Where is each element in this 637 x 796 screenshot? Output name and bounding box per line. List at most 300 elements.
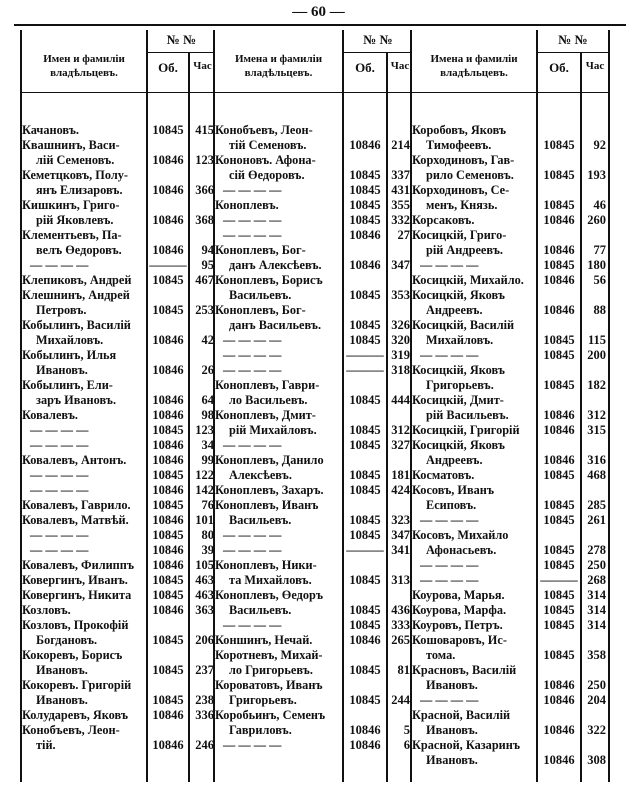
chas-number: 313: [391, 573, 410, 587]
table-row: [215, 618, 412, 633]
chas-number: 76: [201, 498, 214, 512]
chas-number: 200: [587, 348, 606, 362]
table-row: [22, 348, 215, 378]
ob-number: 10846: [152, 513, 184, 527]
table-row: [215, 153, 412, 183]
owner-name: Васильевъ.: [229, 603, 292, 617]
chas-number: 332: [391, 213, 410, 227]
ob-number: 10846: [152, 738, 184, 752]
chas-number: 94: [201, 243, 214, 257]
owner-name: Качановъ.: [22, 123, 79, 137]
ditto-mark: — — — —: [223, 528, 282, 542]
owner-name: Косицкій, Григо-: [412, 228, 507, 242]
table-row: [412, 123, 608, 153]
table-row: [412, 183, 608, 213]
header-name: [412, 30, 536, 93]
owner-name: Ковергинъ, Иванъ.: [22, 573, 128, 587]
chas-number: 261: [587, 513, 606, 527]
chas-number: 431: [391, 183, 410, 197]
table-row: [215, 273, 412, 303]
table-row: [412, 213, 608, 228]
ditto-mark: — — — —: [420, 558, 479, 572]
owner-name: Кошоваровъ, Ис-: [412, 633, 507, 647]
owner-name: Ивановъ.: [36, 363, 88, 377]
owner-name: Косицкій, Яковъ: [412, 438, 505, 452]
chas-number: 253: [195, 303, 214, 317]
ob-number: 10845: [349, 423, 381, 437]
table-row: [22, 678, 215, 708]
owner-name: Ковалевъ, Антонъ.: [22, 453, 127, 467]
owner-name: менъ, Князь.: [426, 198, 498, 212]
chas-number: 315: [587, 423, 606, 437]
table-row: [412, 363, 608, 393]
chas-number: 81: [397, 663, 410, 677]
owner-name: Косматовъ.: [412, 468, 475, 482]
chas-number: 142: [195, 483, 214, 497]
table-row: [215, 678, 412, 708]
table-row: [412, 288, 608, 318]
table-row: [215, 633, 412, 648]
chas-number: 358: [587, 648, 606, 662]
owner-name: та Михайловъ.: [229, 573, 312, 587]
chas-number: 46: [593, 198, 606, 212]
table-row: [215, 453, 412, 483]
owner-name: рій Васильевъ.: [426, 408, 509, 422]
ob-number: 10846: [349, 738, 381, 752]
ob-number: 10845: [152, 633, 184, 647]
ob-number: 10845: [349, 663, 381, 677]
chas-number: 347: [391, 258, 410, 272]
ob-number: 10845: [349, 618, 381, 632]
ditto-mark: — — — —: [223, 348, 282, 362]
owner-name: ло Васильевъ.: [229, 393, 308, 407]
ob-number: 10845: [543, 618, 575, 632]
chas-number: 336: [195, 708, 214, 722]
owner-name: Петровъ.: [36, 303, 87, 317]
ob-number: 10846: [349, 258, 381, 272]
ob-number: 10846: [543, 678, 575, 692]
chas-number: 312: [391, 423, 410, 437]
chas-number: 80: [201, 528, 214, 542]
ob-number: 10845: [349, 573, 381, 587]
ob-number: ———: [346, 543, 384, 557]
table-row: [22, 453, 215, 468]
table-row: [412, 573, 608, 588]
page-number: — 60 —: [292, 4, 345, 20]
ob-number: 10845: [349, 333, 381, 347]
table-row: [215, 348, 412, 363]
table-row: [215, 483, 412, 498]
owner-name: Козловъ.: [22, 603, 71, 617]
ditto-mark: — — — —: [30, 258, 89, 272]
ob-number: 10846: [152, 183, 184, 197]
ob-number: 10845: [349, 528, 381, 542]
ditto-mark: — — — —: [30, 543, 89, 557]
ob-number: 10846: [152, 483, 184, 497]
table-row: [22, 228, 215, 258]
ob-number: 10845: [349, 168, 381, 182]
chas-number: 6: [403, 738, 410, 752]
chas-number: 250: [587, 558, 606, 572]
owner-name: Михайловъ.: [426, 333, 494, 347]
table-row: [215, 123, 412, 153]
ob-number: 10845: [543, 198, 575, 212]
ob-number: 10846: [152, 393, 184, 407]
chas-number: 39: [201, 543, 214, 557]
header-numbers-label: № №: [148, 30, 215, 53]
ob-number: 10846: [543, 408, 575, 422]
owner-name: Коноплевъ, Захаръ.: [215, 483, 324, 497]
ob-number: 10845: [152, 693, 184, 707]
owner-name: Косицкій, Яковъ: [412, 288, 505, 302]
table-row: [215, 588, 412, 618]
owner-name: Коурова, Марья.: [412, 588, 505, 602]
owner-name: заръ Ивановъ.: [36, 393, 117, 407]
owner-name: Михайловъ.: [36, 333, 104, 347]
owner-name: тій.: [36, 738, 56, 752]
chas-number: 366: [195, 183, 214, 197]
ob-number: ———: [149, 258, 187, 272]
owner-name: данъ Васильевъ.: [229, 318, 322, 332]
chas-number: 92: [593, 138, 606, 152]
chas-number: 278: [587, 543, 606, 557]
chas-number: 26: [201, 363, 214, 377]
owner-name: Косицкій, Дмит-: [412, 393, 504, 407]
chas-number: 424: [391, 483, 410, 497]
table-row: [215, 183, 412, 198]
table-row: [22, 468, 215, 483]
owner-name: Козловъ, Прокофій: [22, 618, 129, 632]
owner-name: янъ Елизаровъ.: [36, 183, 123, 197]
header-ob: Об.: [158, 60, 178, 75]
chas-number: 341: [391, 543, 410, 557]
chas-number: 115: [587, 333, 606, 347]
table-row: [215, 333, 412, 348]
owner-name: Косовъ, Иванъ: [412, 483, 495, 497]
ob-number: 10845: [349, 183, 381, 197]
owner-name: Коробовъ, Яковъ: [412, 123, 507, 137]
chas-number: 314: [587, 618, 606, 632]
ob-number: 10846: [152, 453, 184, 467]
chas-number: 123: [195, 423, 214, 437]
ob-number: 10846: [152, 408, 184, 422]
ditto-mark: — — — —: [420, 348, 479, 362]
owner-name: Красновъ, Василій: [412, 663, 517, 677]
ob-number: 10845: [152, 573, 184, 587]
chas-number: 64: [201, 393, 214, 407]
chas-number: 320: [391, 333, 410, 347]
header-ob: Об.: [549, 60, 569, 75]
ob-number: ———: [346, 363, 384, 377]
chas-number: 268: [587, 573, 606, 587]
ob-number: 10845: [349, 288, 381, 302]
owner-name: Алексѣевъ.: [229, 468, 292, 482]
ob-number: 10845: [543, 333, 575, 347]
owner-name: Коноплевъ, Дмит-: [215, 408, 316, 422]
owner-name: Гавриловъ.: [229, 723, 292, 737]
owner-name: Ковалевъ, Филиппъ: [22, 558, 135, 572]
chas-number: 27: [397, 228, 410, 242]
table-row: [215, 708, 412, 738]
ditto-mark: — — — —: [223, 438, 282, 452]
chas-number: 181: [391, 468, 410, 482]
chas-number: 99: [201, 453, 214, 467]
ob-number: 10845: [152, 528, 184, 542]
ob-number: 10846: [349, 633, 381, 647]
table-row: [22, 378, 215, 408]
ob-number: 10845: [152, 498, 184, 512]
ob-number: ———: [346, 348, 384, 362]
owner-name: тома.: [426, 648, 456, 662]
owner-name: Ковалевъ, Гаврило.: [22, 498, 131, 512]
table-row: [412, 708, 608, 738]
table-row: [215, 363, 412, 378]
ob-number: 10845: [349, 198, 381, 212]
ob-number: 10846: [543, 693, 575, 707]
header-name-label: Имена и фамилiи владѣльцевъ.: [430, 53, 518, 79]
header-numbers: [344, 30, 412, 93]
ob-number: 10846: [152, 708, 184, 722]
ob-number: 10845: [543, 498, 575, 512]
table-row: [412, 528, 608, 558]
owner-name: Ивановъ.: [36, 693, 88, 707]
header-chas: Час: [585, 60, 605, 72]
chas-number: 237: [195, 663, 214, 677]
header-numbers-label: № №: [344, 30, 412, 53]
ob-number: 10846: [543, 423, 575, 437]
ditto-mark: — — — —: [223, 183, 282, 197]
owner-name: Ковалевъ.: [22, 408, 78, 422]
header-chas: Час: [193, 60, 212, 72]
table-row: [215, 498, 412, 528]
chas-number: 415: [195, 123, 214, 137]
table-row: [412, 618, 608, 633]
chas-number: 316: [587, 453, 606, 467]
owner-name: Кобылинъ, Ели-: [22, 378, 113, 392]
ob-number: 10846: [543, 753, 575, 767]
owner-name: Конобъевъ, Леон-: [215, 123, 313, 137]
owner-name: Коншинъ, Нечай.: [215, 633, 313, 647]
rows: [22, 123, 215, 753]
chas-number: 314: [587, 588, 606, 602]
owner-name: Колударевъ, Яковъ: [22, 708, 129, 722]
chas-number: 101: [195, 513, 214, 527]
owner-name: Коноплевъ.: [215, 198, 279, 212]
table-row: [22, 588, 215, 603]
table-row: [412, 633, 608, 663]
chas-number: 355: [391, 198, 410, 212]
ditto-mark: — — — —: [223, 228, 282, 242]
owner-name: Ковалевъ, Матвѣй.: [22, 513, 129, 527]
owner-name: Корходиновъ, Гав-: [412, 153, 515, 167]
table-row: [412, 603, 608, 618]
top-rule: [14, 24, 626, 26]
chas-number: 5: [403, 723, 410, 737]
table-row: [22, 423, 215, 438]
header-name-label: Имена и фамилiи владѣльцевъ.: [234, 53, 323, 79]
ob-number: 10845: [543, 558, 575, 572]
table-column-group-1: [20, 30, 215, 782]
ob-number: 10845: [152, 468, 184, 482]
ditto-mark: — — — —: [30, 468, 89, 482]
chas-number: 312: [587, 408, 606, 422]
owner-name: Ивановъ.: [426, 753, 478, 767]
table-row: [412, 393, 608, 423]
ob-number: 10846: [152, 558, 184, 572]
owner-name: данъ Алексѣевъ.: [229, 258, 322, 272]
ditto-mark: — — — —: [223, 363, 282, 377]
owner-name: Короватовъ, Иванъ: [215, 678, 323, 692]
ob-number: 10846: [543, 723, 575, 737]
ob-number: 10846: [543, 303, 575, 317]
ditto-mark: — — — —: [223, 213, 282, 227]
ob-number: 10845: [349, 468, 381, 482]
table-row: [215, 438, 412, 453]
owner-name: Богдановъ.: [36, 633, 98, 647]
chas-number: 42: [201, 333, 214, 347]
owner-name: Косицкій, Михайло.: [412, 273, 524, 287]
chas-number: 56: [593, 273, 606, 287]
table-row: [22, 603, 215, 618]
ob-number: 10845: [543, 468, 575, 482]
table-row: [215, 303, 412, 333]
owner-name: Кишкинъ, Григо-: [22, 198, 120, 212]
table-row: [412, 663, 608, 693]
chas-number: 327: [391, 438, 410, 452]
owner-name: Коробьинъ, Семенъ: [215, 708, 326, 722]
owner-name: Андреевъ.: [426, 303, 483, 317]
ob-number: 10845: [349, 393, 381, 407]
owner-name: Коноплевъ, Борисъ: [215, 273, 323, 287]
header-chas: Час: [390, 60, 410, 72]
owner-name: Квашнинъ, Васи-: [22, 138, 120, 152]
owner-name: Косицкій, Яковъ: [412, 363, 505, 377]
chas-number: 353: [391, 288, 410, 302]
table-row: [412, 738, 608, 768]
owner-name: Васильевъ.: [229, 513, 292, 527]
owner-name: Коноплевъ, Бог-: [215, 243, 306, 257]
chas-number: 333: [391, 618, 410, 632]
ob-number: 10845: [543, 378, 575, 392]
header-numbers: [538, 30, 608, 93]
owner-name: Кеметцковъ, Полу-: [22, 168, 128, 182]
header-name-label: Имен и фамилiи владѣльцевъ.: [43, 53, 125, 79]
ob-number: 10845: [543, 588, 575, 602]
chas-number: 444: [391, 393, 410, 407]
table-row: [412, 588, 608, 603]
table-row: [215, 543, 412, 558]
chas-number: 463: [195, 573, 214, 587]
table-row: [215, 408, 412, 438]
owner-name: Корходиновъ, Се-: [412, 183, 510, 197]
ob-number: 10845: [543, 543, 575, 557]
ob-number: 10846: [349, 228, 381, 242]
owner-name: Клешнинъ, Андрей: [22, 288, 130, 302]
ob-number: 10846: [349, 138, 381, 152]
table-row: [22, 618, 215, 648]
ob-number: 10845: [543, 648, 575, 662]
owner-name: тій Семеновъ.: [229, 138, 307, 152]
ditto-mark: — — — —: [223, 333, 282, 347]
ob-number: 10846: [543, 273, 575, 287]
owner-name: Григорьевъ.: [229, 693, 297, 707]
table-row: [22, 123, 215, 138]
table-row: [412, 513, 608, 528]
owner-name: Коноплевъ, Данило: [215, 453, 324, 467]
ditto-mark: — — — —: [30, 438, 89, 452]
table-row: [412, 273, 608, 288]
table-row: [22, 498, 215, 513]
owner-name: Ковергинъ, Никита: [22, 588, 132, 602]
owner-name: Коротневъ, Михай-: [215, 648, 323, 662]
owner-name: Коноплевъ, Бог-: [215, 303, 306, 317]
table-row: [215, 738, 412, 753]
chas-number: 265: [391, 633, 410, 647]
ob-number: 10845: [349, 603, 381, 617]
ob-number: 10846: [543, 453, 575, 467]
chas-number: 250: [587, 678, 606, 692]
table-row: [215, 243, 412, 273]
header-name: [215, 30, 342, 93]
ob-number: 10846: [152, 243, 184, 257]
chas-number: 214: [391, 138, 410, 152]
table-row: [412, 258, 608, 273]
table-column-group-2: [213, 30, 412, 782]
header-ob: Об.: [355, 60, 375, 75]
rows: [412, 123, 608, 768]
table-row: [215, 198, 412, 213]
ditto-mark: — — — —: [30, 528, 89, 542]
ditto-mark: — — — —: [420, 513, 479, 527]
chas-number: 260: [587, 213, 606, 227]
owner-name: ло Григорьевъ.: [229, 663, 313, 677]
owner-name: рій Андреевъ.: [426, 243, 503, 257]
table-row: [412, 228, 608, 258]
table-row: [215, 558, 412, 588]
owner-name: Корсаковъ.: [412, 213, 475, 227]
ob-number: 10845: [152, 423, 184, 437]
chas-number: 204: [587, 693, 606, 707]
ob-number: 10846: [152, 153, 184, 167]
ob-number: 10846: [349, 723, 381, 737]
chas-number: 467: [195, 273, 214, 287]
chas-number: 122: [195, 468, 214, 482]
chas-number: 347: [391, 528, 410, 542]
owner-name: Клементьевъ, Па-: [22, 228, 122, 242]
table-row: [22, 138, 215, 168]
table-row: [412, 558, 608, 573]
ob-number: 10846: [152, 543, 184, 557]
ob-number: 10845: [543, 603, 575, 617]
chas-number: 323: [391, 513, 410, 527]
table-row: [215, 228, 412, 243]
ob-number: 10845: [543, 138, 575, 152]
table-row: [22, 723, 215, 753]
table-row: [215, 528, 412, 543]
chas-number: 326: [391, 318, 410, 332]
table-row: [412, 693, 608, 708]
chas-number: 436: [391, 603, 410, 617]
owner-name: Кононовъ. Афона-: [215, 153, 316, 167]
ob-number: 10845: [543, 513, 575, 527]
ob-number: 10845: [152, 588, 184, 602]
owner-name: Косовъ, Михайло: [412, 528, 509, 542]
ob-number: 10845: [349, 213, 381, 227]
chas-number: 105: [195, 558, 214, 572]
chas-number: 182: [587, 378, 606, 392]
owner-name: Косицкій, Григорій: [412, 423, 520, 437]
owner-name: Коноплевъ, Гаври-: [215, 378, 320, 392]
